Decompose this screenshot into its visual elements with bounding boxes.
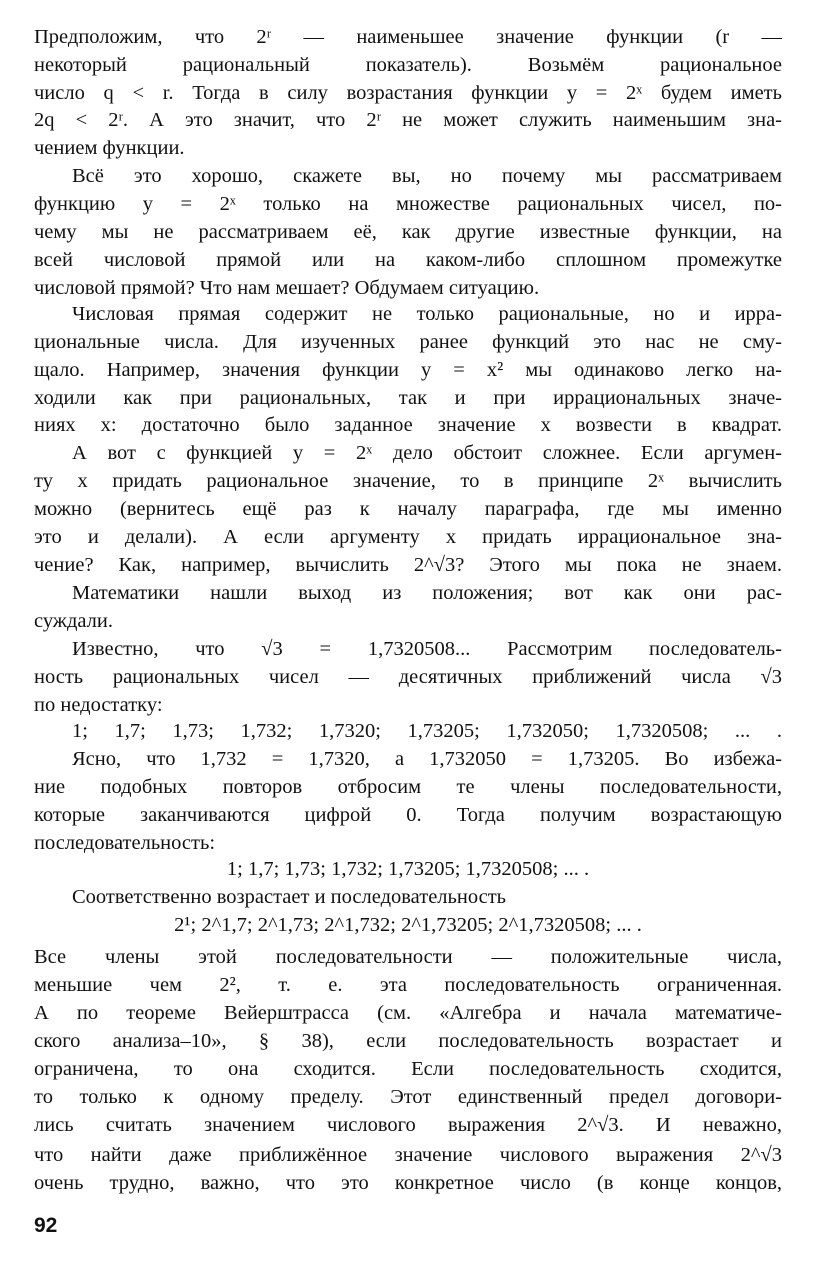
text-line: 2q < 2ʳ. А это значит, что 2ʳ не может служить наименьшим зна- [34,109,782,131]
text-line: чением функции. [34,137,185,159]
text-line: Числовая прямая содержит не только рациональные, но и ирра- [72,303,782,325]
text-line: меньшие чем 2², т. е. эта последовательность ограниченная. [34,974,782,996]
text-line: число q < r. Тогда в силу возрастания функции y = 2ˣ будем иметь [34,82,782,104]
text-line: 1; 1,7; 1,73; 1,732; 1,73205; 1,7320508; ... . [226,858,590,880]
text-line: это и делали). А если аргументу x придать иррациональное зна- [34,526,782,548]
text-line: ность рациональных чисел — десятичных приближений числа √3 [34,666,782,688]
text-line: ходили как при рациональных, так и при иррациональных значе- [34,387,782,409]
text-line: ограничена, то она сходится. Если последовательность сходится, [34,1058,782,1080]
text-line: Известно, что √3 = 1,7320508... Рассмотрим последователь- [72,638,782,660]
text-line: ту x придать рациональное значение, то в принципе 2ˣ вычислить [34,470,782,492]
text-line: Соответственно возрастает и последовательность [72,886,507,908]
text-line: функцию y = 2ˣ только на множестве рациональных чисел, по- [34,193,782,215]
text-line: Всё это хорошо, скажете вы, но почему мы рассматриваем [72,165,782,187]
text-line: 1; 1,7; 1,73; 1,732; 1,7320; 1,73205; 1,732050; 1,7320508; ... . [72,720,782,742]
text-line: 2¹; 2^1,7; 2^1,73; 2^1,732; 2^1,73205; 2^1,7320508; ... . [174,914,642,936]
text-line: можно (вернитесь ещё раз к началу параграфа, где мы именно [34,498,782,520]
text-line: Ясно, что 1,732 = 1,7320, а 1,732050 = 1,73205. Во избежа- [72,748,782,770]
text-line: по недостатку: [34,694,163,716]
text-line: чение? Как, например, вычислить 2^√3? Этого мы пока не знаем. [34,554,782,576]
text-line: которые заканчиваются цифрой 0. Тогда получим возрастающую [34,804,782,826]
text-line: Все члены этой последовательности — положительные числа, [34,946,782,968]
text-line: суждали. [34,610,114,632]
page-number: 92 [34,1214,58,1237]
text-line: щало. Например, значения функции y = x² мы одинаково легко на- [34,359,782,381]
text-line: последовательность: [34,832,216,854]
text-line: ние подобных повторов отбросим те члены последовательности, [34,776,782,798]
text-line: числовой прямой? Что нам мешает? Обдумаем ситуацию. [34,277,540,299]
text-line: ского анализа–10», § 38), если последовательность возрастает и [34,1030,782,1052]
text-line: очень трудно, важно, что это конкретное число (в конце концов, [34,1172,782,1194]
text-line: А вот с функцией y = 2ˣ дело обстоит сложнее. Если аргумен- [72,442,782,464]
text-line: лись считать значением числового выражения 2^√3. И неважно, [34,1114,782,1136]
text-line: циональные числа. Для изученных ранее функций это нас не сму- [34,331,782,353]
text-line: Предположим, что 2ʳ — наименьшее значение функции (r — [34,26,782,48]
text-line: чему мы не рассматриваем её, как другие известные функции, на [34,221,782,243]
text-line: ниях x: достаточно было заданное значение x возвести в квадрат. [34,414,782,436]
text-line: всей числовой прямой или на каком-либо сплошном промежутке [34,249,782,271]
text-line: некоторый рациональный показатель). Возьмём рациональное [34,54,782,76]
text-line: то только к одному пределу. Этот единственный предел договори- [34,1086,782,1108]
text-line: что найти даже приближённое значение числового выражения 2^√3 [34,1144,782,1166]
text-line: А по теореме Вейерштрасса (см. «Алгебра и начала математиче- [34,1002,782,1024]
text-line: Математики нашли выход из положения; вот как они рас- [72,582,782,604]
